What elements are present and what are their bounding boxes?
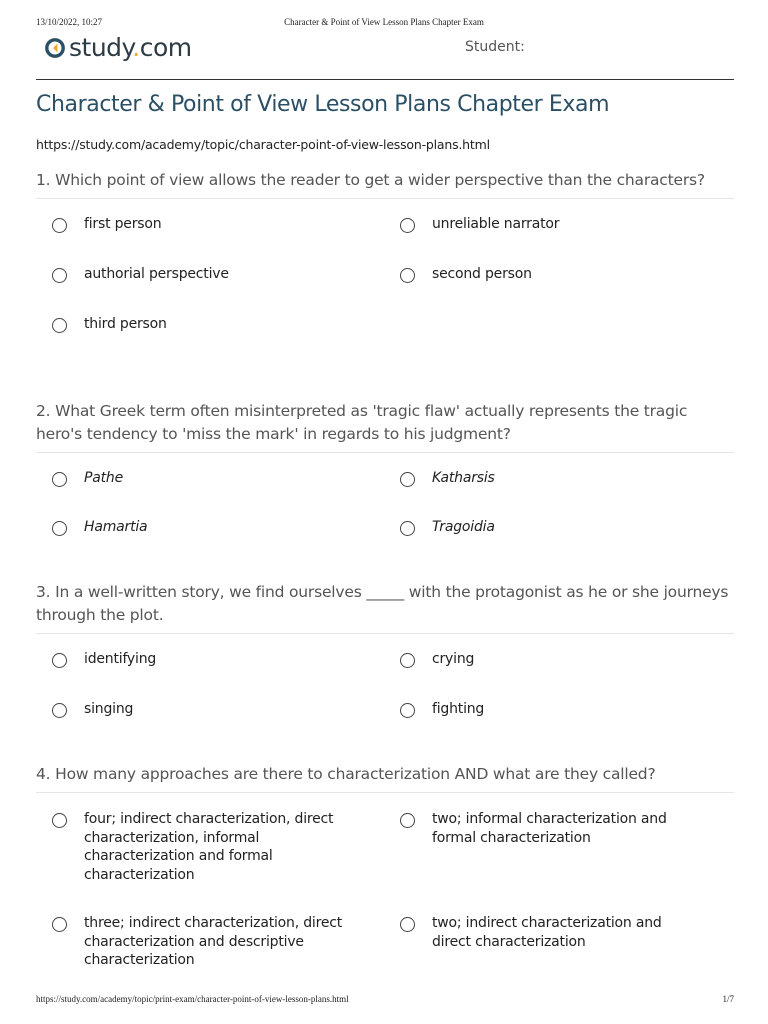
answer-label: singing (84, 701, 134, 717)
answer-label: unreliable narrator (432, 216, 560, 232)
answer-label: second person (432, 266, 532, 282)
radio-button[interactable] (52, 653, 67, 668)
radio-button[interactable] (52, 917, 67, 932)
answer-label: third person (84, 316, 167, 332)
radio-button[interactable] (52, 703, 67, 718)
answer-option[interactable] (52, 914, 352, 970)
wordmark-dot: . (132, 33, 140, 62)
answer-option[interactable] (52, 215, 372, 234)
print-datetime: 13/10/2022, 10:27 (36, 17, 103, 27)
answer-label: authorial perspective (84, 266, 229, 282)
answer-label: Katharsis (432, 470, 495, 486)
page-url[interactable]: https://study.com/academy/topic/character-point-of-view-lesson-plans.html (36, 137, 490, 152)
radio-button[interactable] (400, 813, 415, 828)
radio-button[interactable] (400, 268, 415, 283)
radio-button[interactable] (400, 917, 415, 932)
answer-label: Tragoidia (432, 519, 495, 535)
question-3 (36, 581, 734, 717)
answer-option[interactable] (400, 265, 720, 284)
radio-button[interactable] (400, 521, 415, 536)
radio-button[interactable] (52, 218, 67, 233)
print-document-title: Character & Point of View Lesson Plans Chapter Exam (284, 17, 484, 27)
radio-button[interactable] (52, 521, 67, 536)
answer-label: four; indirect characterization, direct characterization, informal characterization and formal characterization (84, 811, 334, 883)
answer-option[interactable] (52, 315, 372, 334)
radio-button[interactable] (52, 472, 67, 487)
answer-label: Pathe (84, 470, 123, 486)
answer-label: first person (84, 216, 162, 232)
page-title: Character & Point of View Lesson Plans Chapter Exam (36, 92, 610, 117)
page-number: 1/7 (722, 994, 734, 1004)
answer-option[interactable] (52, 518, 372, 537)
study-wordmark (69, 33, 192, 63)
answer-option[interactable] (400, 700, 720, 719)
question-text: 2. What Greek term often misinterpreted as 'tragic flaw' actually represents the tragic hero's tendency to 'miss the mark' in regards to his judgment? (36, 400, 734, 453)
wordmark-tld: com (139, 33, 192, 62)
answer-option[interactable] (52, 700, 372, 719)
answer-label: two; indirect characterization and direct characterization (432, 915, 662, 950)
study-logo[interactable] (44, 33, 192, 63)
question-2 (36, 400, 734, 535)
print-footer (0, 994, 768, 1006)
answer-option[interactable] (400, 914, 700, 951)
radio-button[interactable] (52, 813, 67, 828)
question-text: 3. In a well-written story, we find ourselves _____ with the protagonist as he or she journeys through the plot. (36, 581, 734, 634)
answer-option[interactable] (400, 469, 720, 488)
student-label: Student: (465, 39, 525, 55)
answer-option[interactable] (400, 518, 720, 537)
answer-option[interactable] (52, 810, 352, 884)
answer-label: Hamartia (84, 519, 148, 535)
wordmark-main: study (69, 33, 133, 62)
answer-label: fighting (432, 701, 485, 717)
header-divider (36, 79, 734, 80)
question-1 (36, 169, 734, 332)
question-4 (36, 763, 734, 968)
answer-option[interactable] (400, 215, 720, 234)
answer-label: crying (432, 651, 475, 667)
answer-option[interactable] (52, 650, 372, 669)
print-footer-url: https://study.com/academy/topic/print-exam/character-point-of-view-lesson-plans.html (36, 994, 349, 1004)
answer-option[interactable] (52, 265, 372, 284)
answer-label: identifying (84, 651, 157, 667)
answer-option[interactable] (400, 650, 720, 669)
answer-label: three; indirect characterization, direct characterization and descriptive characterization (84, 915, 343, 968)
question-text: 4. How many approaches are there to characterization AND what are they called? (36, 763, 734, 793)
answer-option[interactable] (400, 810, 700, 847)
radio-button[interactable] (400, 653, 415, 668)
answer-option[interactable] (52, 469, 372, 488)
radio-button[interactable] (400, 703, 415, 718)
print-header (0, 17, 768, 29)
question-text: 1. Which point of view allows the reader to get a wider perspective than the characters? (36, 169, 734, 199)
radio-button[interactable] (52, 318, 67, 333)
answer-label: two; informal characterization and formal characterization (432, 811, 667, 846)
play-circle-icon (44, 37, 66, 59)
radio-button[interactable] (400, 472, 415, 487)
radio-button[interactable] (400, 218, 415, 233)
radio-button[interactable] (52, 268, 67, 283)
